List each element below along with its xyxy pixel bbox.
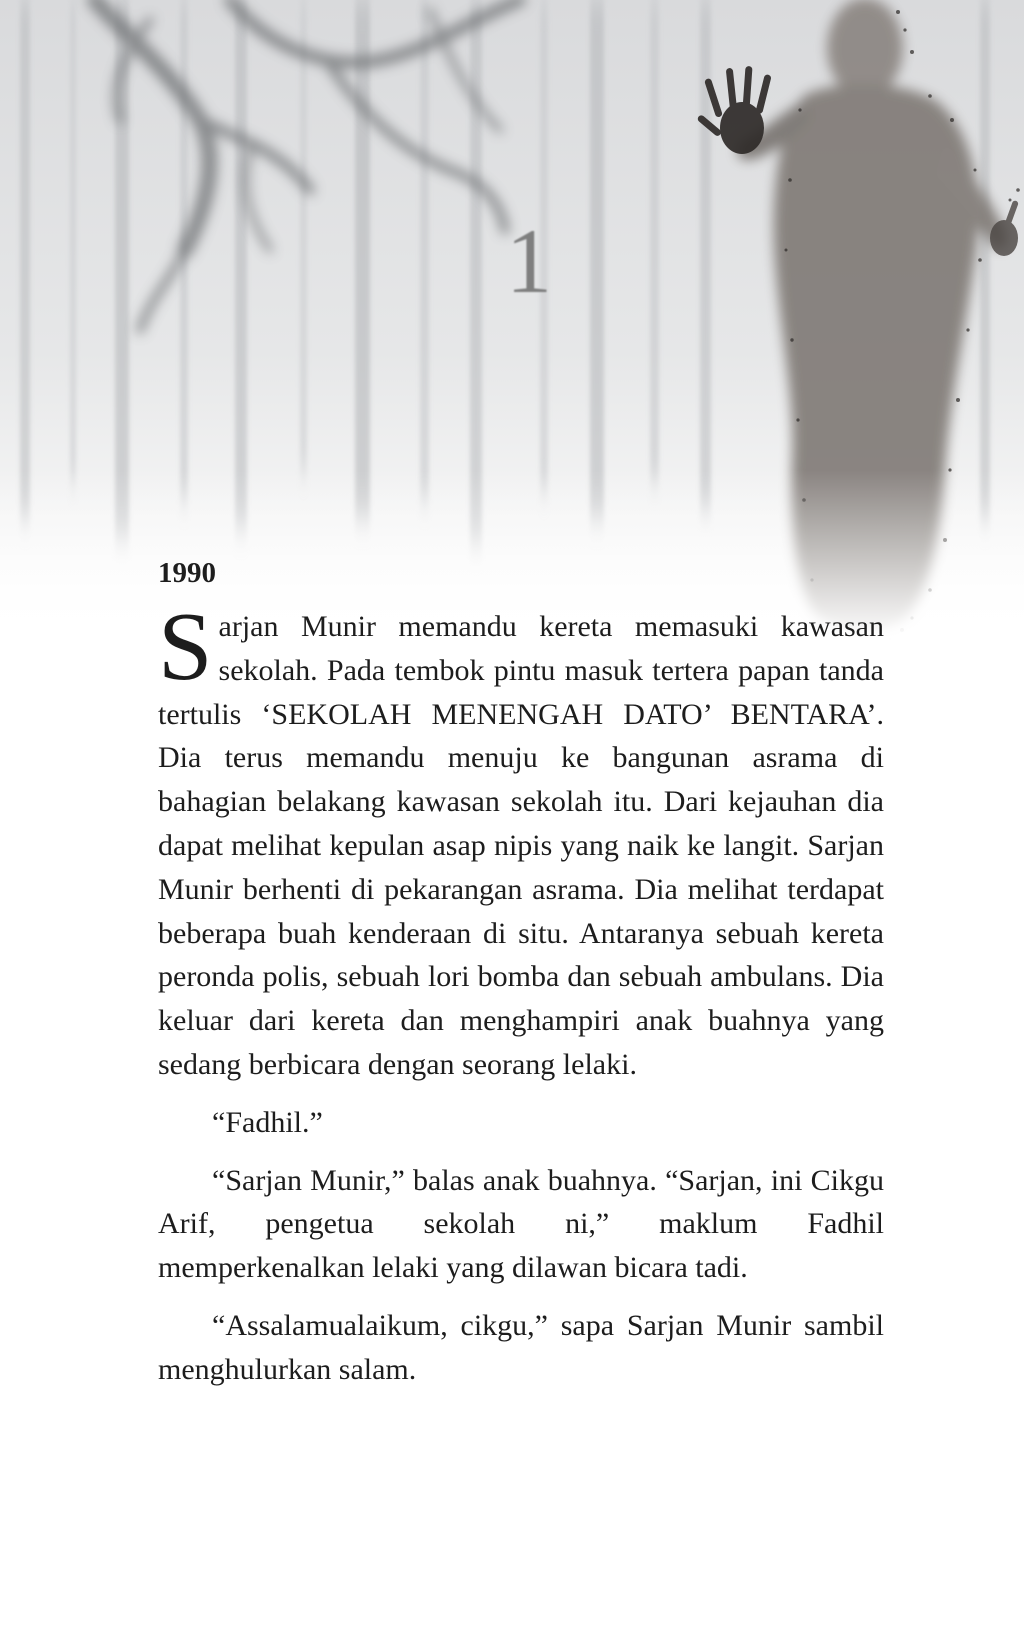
chapter-text: [158, 555, 884, 1392]
paragraph-3: “Sarjan Munir,” balas anak buahnya. “Sarjan, ini Cikgu Arif, pengetua sekolah ni,” maklum Fadhil memperkenalkan lelaki yang dilawan bicara tadi.: [158, 1163, 884, 1285]
paragraph-1-text: arjan Munir memandu kereta memasuki kawasan sekolah. Pada tembok pintu masuk tertera papan tanda tertulis ‘SEKOLAH MENENGAH DATO’ BENTARA’. Dia terus memandu menuju ke bangunan asrama di bahagian belakang kawasan sekolah itu. Dari kejauhan dia dapat melihat kepulan asap nipis yang naik ke langit. Sarjan Munir berhenti di pekarangan asrama. Dia melihat terdapat beberapa buah kenderaan di situ. Antaranya sebuah kereta peronda polis, sebuah lori bomba dan sebuah ambulans. Dia keluar dari kereta dan menghampiri anak buahnya yang sedang berbicara dengan seorang lelaki.: [158, 610, 884, 1081]
drop-cap: S: [158, 593, 213, 701]
chapter-number: 1: [506, 210, 552, 312]
header-illustration: [0, 0, 1024, 640]
section-year: 1990: [158, 557, 216, 589]
paragraph-2: “Fadhil.”: [212, 1105, 323, 1139]
paragraph-4: “Assalamualaikum, cikgu,” sapa Sarjan Munir sambil menghulurkan salam.: [158, 1308, 884, 1386]
paragraph-1: [158, 593, 884, 1087]
